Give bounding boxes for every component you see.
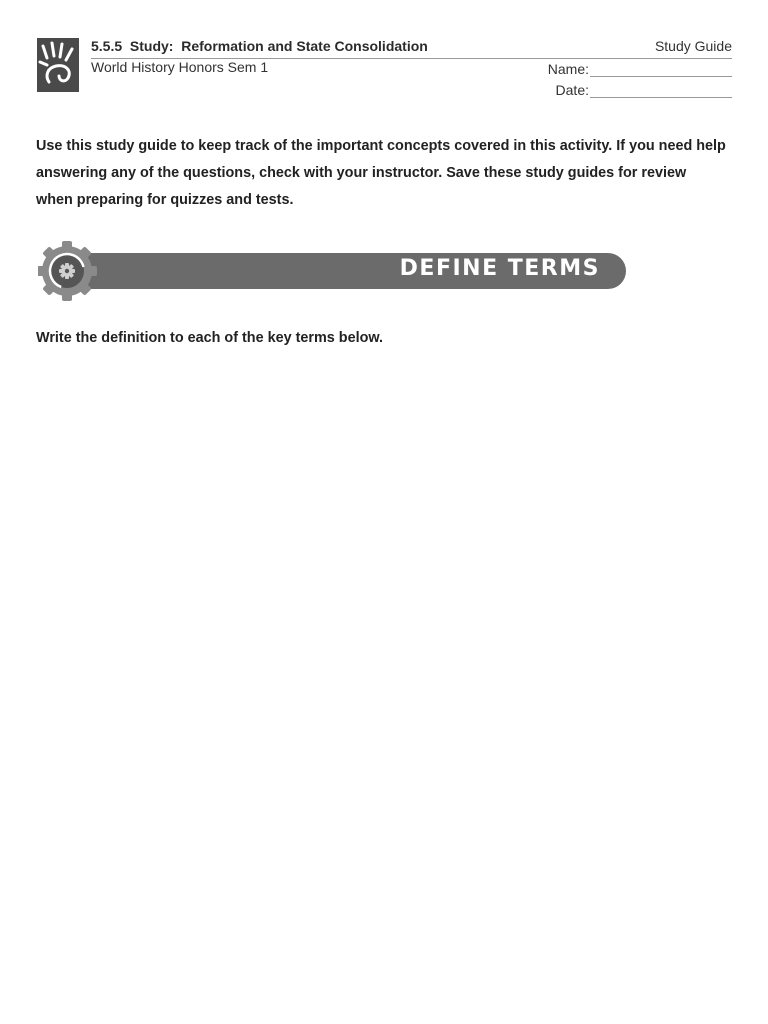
document-type: Study Guide [654, 38, 732, 54]
intro-paragraph: Use this study guide to keep track of the important concepts covered in this activity. If you need help answering any of the questions, check with your instructor. Save these study guides for review when preparing for quizzes and tests. [36, 138, 726, 208]
section-banner [38, 240, 628, 302]
name-label: Name: [547, 61, 589, 77]
hand-logo-icon [37, 38, 79, 92]
date-field [556, 81, 732, 98]
gear-icon [38, 241, 97, 301]
date-input-line[interactable] [590, 81, 732, 98]
date-label: Date: [555, 82, 589, 98]
lesson-title: 5.5.5 Study: Reformation and State Consolidation [91, 38, 428, 54]
course-name: World History Honors Sem 1 [91, 59, 269, 75]
section-title: DEFINE TERMS [399, 256, 600, 281]
name-input-line[interactable] [590, 60, 732, 77]
name-field [548, 60, 732, 77]
instruction-text: Write the definition to each of the key terms below. [36, 330, 384, 346]
